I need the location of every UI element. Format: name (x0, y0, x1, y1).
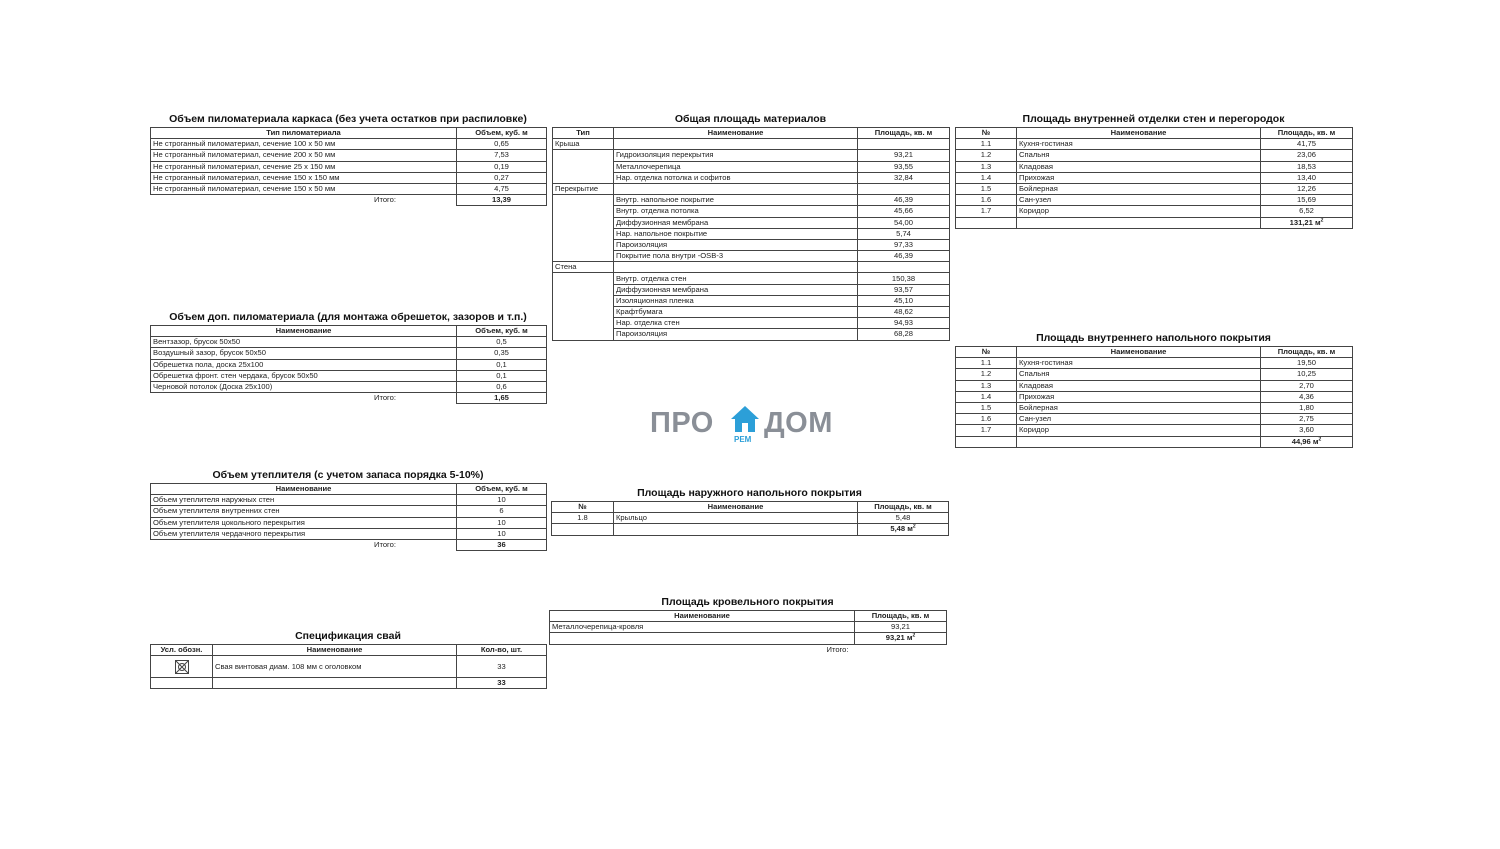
room-area: 10,25 (1261, 369, 1353, 380)
table-row (151, 348, 547, 359)
table-row (956, 172, 1353, 183)
group-spacer (553, 329, 614, 340)
room-name: Спальня (1017, 150, 1261, 161)
walls-table (955, 127, 1353, 229)
table-row (151, 183, 547, 194)
outer-floor-table (551, 501, 949, 536)
table-row (956, 161, 1353, 172)
row-name: Не строганный пиломатериал, сечение 150 х 50 мм (151, 183, 457, 194)
row-number: 1.2 (956, 369, 1017, 380)
table-row (553, 273, 950, 284)
column-header: Наименование (213, 645, 457, 656)
table-row (956, 195, 1353, 206)
empty-cell (858, 183, 950, 194)
row-number: 1.3 (956, 380, 1017, 391)
table-row (956, 139, 1353, 150)
group-spacer (553, 228, 614, 239)
group-spacer (553, 284, 614, 295)
row-name: Объем утеплителя чердачного перекрытия (151, 528, 457, 539)
prodom-logo (650, 403, 850, 448)
table-row (151, 161, 547, 172)
empty-cell (1017, 436, 1261, 447)
row-number: 1.5 (956, 402, 1017, 413)
material-area: 97,33 (858, 239, 950, 250)
row-value: 5,48 (858, 513, 949, 524)
extra-lumber-block (150, 311, 546, 404)
insulation-table (150, 483, 547, 551)
total-label: Итого: (826, 644, 849, 654)
material-name: Пароизоляция (614, 329, 858, 340)
group-type: Стена (553, 262, 614, 273)
row-name: Крыльцо (614, 513, 858, 524)
column-header: Наименование (614, 128, 858, 139)
row-value: 0,6 (457, 381, 547, 392)
material-area: 93,55 (858, 161, 950, 172)
room-area: 2,70 (1261, 380, 1353, 391)
table-row (151, 495, 547, 506)
total-row (151, 678, 547, 689)
group-spacer (553, 273, 614, 284)
screw-pile-icon (175, 660, 189, 674)
table-row (956, 391, 1353, 402)
pile-symbol-cell (151, 656, 213, 678)
house-icon (729, 404, 761, 436)
row-number: 1.4 (956, 172, 1017, 183)
material-area: 94,93 (858, 318, 950, 329)
row-name: Не строганный пиломатериал, сечение 25 х 150 мм (151, 161, 457, 172)
empty-cell (956, 436, 1017, 447)
total-row (550, 633, 947, 644)
group-spacer (553, 239, 614, 250)
material-area: 93,21 (858, 150, 950, 161)
column-header: Наименование (614, 502, 858, 513)
empty-cell (956, 217, 1017, 228)
materials-table (552, 127, 950, 341)
empty-cell (151, 678, 213, 689)
row-value: 93,21 (855, 622, 947, 633)
table-row (553, 284, 950, 295)
material-name: Диффузионная мембрана (614, 217, 858, 228)
empty-cell (1017, 217, 1261, 228)
material-area: 32,84 (858, 172, 950, 183)
row-value: 0,27 (457, 172, 547, 183)
material-area: 150,38 (858, 273, 950, 284)
material-area: 5,74 (858, 228, 950, 239)
row-value: 6 (457, 506, 547, 517)
outer-floor-block (551, 487, 948, 536)
room-name: Коридор (1017, 206, 1261, 217)
room-area: 3,60 (1261, 425, 1353, 436)
column-header: Площадь, кв. м (855, 611, 947, 622)
table-row (553, 195, 950, 206)
empty-cell (855, 644, 947, 655)
column-header: Наименование (550, 611, 855, 622)
column-header: Кол-во, шт. (457, 645, 547, 656)
column-header: Площадь, кв. м (858, 128, 950, 139)
piles-title: Спецификация свай (295, 630, 401, 642)
table-row (553, 161, 950, 172)
table-row (553, 239, 950, 250)
column-header: Площадь, кв. м (858, 502, 949, 513)
materials-block (552, 113, 949, 341)
row-name: Не строганный пиломатериал, сечение 150 х 150 мм (151, 172, 457, 183)
row-number: 1.7 (956, 425, 1017, 436)
group-spacer (553, 251, 614, 262)
table-row (956, 414, 1353, 425)
table-row (956, 206, 1353, 217)
empty-cell (213, 678, 457, 689)
material-name: Пароизоляция (614, 239, 858, 250)
group-spacer (553, 195, 614, 206)
table-row (956, 358, 1353, 369)
material-name: Нар. отделка стен (614, 318, 858, 329)
column-header: № (956, 128, 1017, 139)
total-row (151, 393, 547, 404)
table-row (553, 307, 950, 318)
extra-lumber-table (150, 325, 547, 404)
group-type: Перекрытие (553, 183, 614, 194)
room-area: 23,06 (1261, 150, 1353, 161)
empty-cell (550, 633, 855, 644)
material-area: 45,66 (858, 206, 950, 217)
table-row (553, 251, 950, 262)
total-value: 93,21 $м^2$ (855, 633, 947, 644)
group-row (553, 183, 950, 194)
material-area: 93,57 (858, 284, 950, 295)
material-name: Внутр. отделка стен (614, 273, 858, 284)
row-number: 1.8 (552, 513, 614, 524)
row-number: 1.4 (956, 391, 1017, 402)
total-value: 131,21 $м^2$ (1261, 217, 1353, 228)
group-spacer (553, 206, 614, 217)
piles-block (150, 630, 546, 689)
inner-floor-table (955, 346, 1353, 448)
row-name: Воздушный зазор, брусок 50х50 (151, 348, 457, 359)
row-name: Вентзазор, брусок 50х50 (151, 337, 457, 348)
table-row (956, 402, 1353, 413)
total-label: Итого: (151, 195, 457, 206)
material-area: 68,28 (858, 329, 950, 340)
room-name: Кладовая (1017, 380, 1261, 391)
column-header: Площадь, кв. м (1261, 128, 1353, 139)
walls-block (955, 113, 1352, 229)
room-area: 4,36 (1261, 391, 1353, 402)
table-row (550, 622, 947, 633)
row-number: 1.3 (956, 161, 1017, 172)
row-name: Объем утеплителя внутренних стен (151, 506, 457, 517)
room-area: 18,53 (1261, 161, 1353, 172)
column-header: Усл. обозн. (151, 645, 213, 656)
table-row (553, 295, 950, 306)
material-area: 46,39 (858, 195, 950, 206)
row-value: 4,75 (457, 183, 547, 194)
frame-lumber-title: Объем пиломатериала каркаса (без учета остатков при распиловке) (169, 113, 527, 125)
frame-lumber-block (150, 113, 546, 206)
row-number: 1.2 (956, 150, 1017, 161)
frame-lumber-table (150, 127, 547, 206)
piles-table (150, 644, 547, 689)
row-number: 1.7 (956, 206, 1017, 217)
row-value: 0,1 (457, 370, 547, 381)
column-header: Объем, куб. м (457, 484, 547, 495)
table-row (151, 337, 547, 348)
empty-cell (858, 139, 950, 150)
row-number: 1.1 (956, 358, 1017, 369)
room-area: 15,69 (1261, 195, 1353, 206)
empty-cell (552, 524, 614, 535)
total-value: 36 (457, 539, 547, 550)
total-label-row (550, 644, 947, 655)
material-name: Внутр. отделка потолка (614, 206, 858, 217)
row-value: 0,5 (457, 337, 547, 348)
total-label: Итого: (151, 393, 457, 404)
group-spacer (553, 172, 614, 183)
room-name: Бойлерная (1017, 402, 1261, 413)
group-spacer (553, 318, 614, 329)
table-row (956, 369, 1353, 380)
row-name: Обрешетка пола, доска 25х100 (151, 359, 457, 370)
table-row (151, 139, 547, 150)
material-area: 45,10 (858, 295, 950, 306)
table-row (151, 359, 547, 370)
row-name: Обрешетка фронт. стен чердака, брусок 50х50 (151, 370, 457, 381)
group-spacer (553, 295, 614, 306)
empty-cell (614, 524, 858, 535)
row-number: 1.1 (956, 139, 1017, 150)
material-name: Изоляционная пленка (614, 295, 858, 306)
room-area: 13,40 (1261, 172, 1353, 183)
room-area: 19,50 (1261, 358, 1353, 369)
total-row (956, 217, 1353, 228)
material-name: Крафтбумага (614, 307, 858, 318)
empty-cell (858, 262, 950, 273)
material-area: 46,39 (858, 251, 950, 262)
column-header: Наименование (1017, 128, 1261, 139)
column-header: Объем, куб. м (457, 326, 547, 337)
group-spacer (553, 307, 614, 318)
room-name: Прихожая (1017, 172, 1261, 183)
row-value: 0,19 (457, 161, 547, 172)
table-row (553, 150, 950, 161)
table-row (553, 217, 950, 228)
logo-text-right: ДОМ (764, 407, 833, 439)
total-row (956, 436, 1353, 447)
total-row (151, 195, 547, 206)
roof-block (549, 596, 946, 655)
group-spacer (553, 217, 614, 228)
column-header: Площадь, кв. м (1261, 347, 1353, 358)
table-row (553, 329, 950, 340)
material-name: Нар. отделка потолка и софитов (614, 172, 858, 183)
room-name: Сан-узел (1017, 414, 1261, 425)
roof-table (549, 610, 947, 655)
group-spacer (553, 150, 614, 161)
inner-floor-block (955, 332, 1352, 448)
row-name: Не строганный пиломатериал, сечение 200 х 50 мм (151, 150, 457, 161)
column-header: № (552, 502, 614, 513)
table-row (553, 172, 950, 183)
room-area: 12,26 (1261, 183, 1353, 194)
inner-floor-title: Площадь внутреннего напольного покрытия (1036, 332, 1271, 344)
column-header: Тип (553, 128, 614, 139)
row-value: 0,35 (457, 348, 547, 359)
room-name: Бойлерная (1017, 183, 1261, 194)
row-value: 10 (457, 495, 547, 506)
room-area: 1,80 (1261, 402, 1353, 413)
row-number: 1.6 (956, 414, 1017, 425)
column-header: Тип пиломатериала (151, 128, 457, 139)
row-name: Объем утеплителя цокольного перекрытия (151, 517, 457, 528)
room-name: Коридор (1017, 425, 1261, 436)
pile-total: 33 (457, 678, 547, 689)
table-row (151, 370, 547, 381)
total-value: 1,65 (457, 393, 547, 404)
row-number: 1.5 (956, 183, 1017, 194)
table-row (151, 381, 547, 392)
table-row (553, 206, 950, 217)
table-row (151, 528, 547, 539)
group-type: Крыша (553, 139, 614, 150)
room-area: 2,75 (1261, 414, 1353, 425)
room-area: 6,52 (1261, 206, 1353, 217)
materials-title: Общая площадь материалов (674, 113, 827, 125)
total-value: 5,48 $м^2$ (858, 524, 949, 535)
room-name: Кухня-гостиная (1017, 358, 1261, 369)
table-row (552, 513, 949, 524)
column-header: Наименование (151, 326, 457, 337)
walls-title: Площадь внутренней отделки стен и перегородок (1022, 113, 1285, 125)
row-name: Черновой потолок (Доска 25х100) (151, 381, 457, 392)
room-area: 41,75 (1261, 139, 1353, 150)
room-name: Спальня (1017, 369, 1261, 380)
column-header: № (956, 347, 1017, 358)
insulation-title: Объем утеплителя (с учетом запаса порядка 5-10%) (212, 469, 484, 481)
group-row (553, 139, 950, 150)
material-name: Металлочерепица (614, 161, 858, 172)
table-row (151, 172, 547, 183)
material-area: 54,00 (858, 217, 950, 228)
material-name: Гидроизоляция перекрытия (614, 150, 858, 161)
row-number: 1.6 (956, 195, 1017, 206)
table-row (956, 150, 1353, 161)
total-row (151, 539, 547, 550)
empty-cell (614, 139, 858, 150)
table-row (151, 506, 547, 517)
material-area: 48,62 (858, 307, 950, 318)
total-label: Итого: (151, 539, 457, 550)
row-name: Объем утеплителя наружных стен (151, 495, 457, 506)
row-value: 7,53 (457, 150, 547, 161)
material-name: Внутр. напольное покрытие (614, 195, 858, 206)
table-row (151, 656, 547, 678)
empty-cell (614, 262, 858, 273)
room-name: Кухня-гостиная (1017, 139, 1261, 150)
logo-small-text: РЕМ (734, 435, 752, 444)
table-row (553, 228, 950, 239)
table-row (956, 183, 1353, 194)
group-spacer (553, 161, 614, 172)
material-name: Диффузионная мембрана (614, 284, 858, 295)
table-row (151, 150, 547, 161)
table-row (956, 425, 1353, 436)
row-value: 10 (457, 528, 547, 539)
table-row (553, 318, 950, 329)
room-name: Прихожая (1017, 391, 1261, 402)
column-header: Объем, куб. м (457, 128, 547, 139)
row-value: 10 (457, 517, 547, 528)
logo-text-left: ПРО (650, 407, 714, 439)
table-row (956, 380, 1353, 391)
column-header: Наименование (1017, 347, 1261, 358)
total-value: 13,39 (457, 195, 547, 206)
total-row (552, 524, 949, 535)
empty-cell (614, 183, 858, 194)
room-name: Сан-узел (1017, 195, 1261, 206)
pile-name: Свая винтовая диам. 108 мм с оголовком (213, 656, 457, 678)
row-value: 0,1 (457, 359, 547, 370)
room-name: Кладовая (1017, 161, 1261, 172)
insulation-block (150, 469, 546, 551)
table-row (151, 517, 547, 528)
group-row (553, 262, 950, 273)
roof-title: Площадь кровельного покрытия (661, 596, 834, 608)
row-value: 0,65 (457, 139, 547, 150)
row-name: Не строганный пиломатериал, сечение 100 х 50 мм (151, 139, 457, 150)
total-value: 44,96 $м^2$ (1261, 436, 1353, 447)
outer-floor-title: Площадь наружного напольного покрытия (637, 487, 862, 499)
column-header: Наименование (151, 484, 457, 495)
pile-count: 33 (457, 656, 547, 678)
extra-lumber-title: Объем доп. пиломатериала (для монтажа обрешеток, зазоров и т.п.) (169, 311, 527, 323)
material-name: Покрытие пола внутри -OSB-3 (614, 251, 858, 262)
material-name: Нар. напольное покрытие (614, 228, 858, 239)
row-name: Металлочерепица-кровля (550, 622, 855, 633)
